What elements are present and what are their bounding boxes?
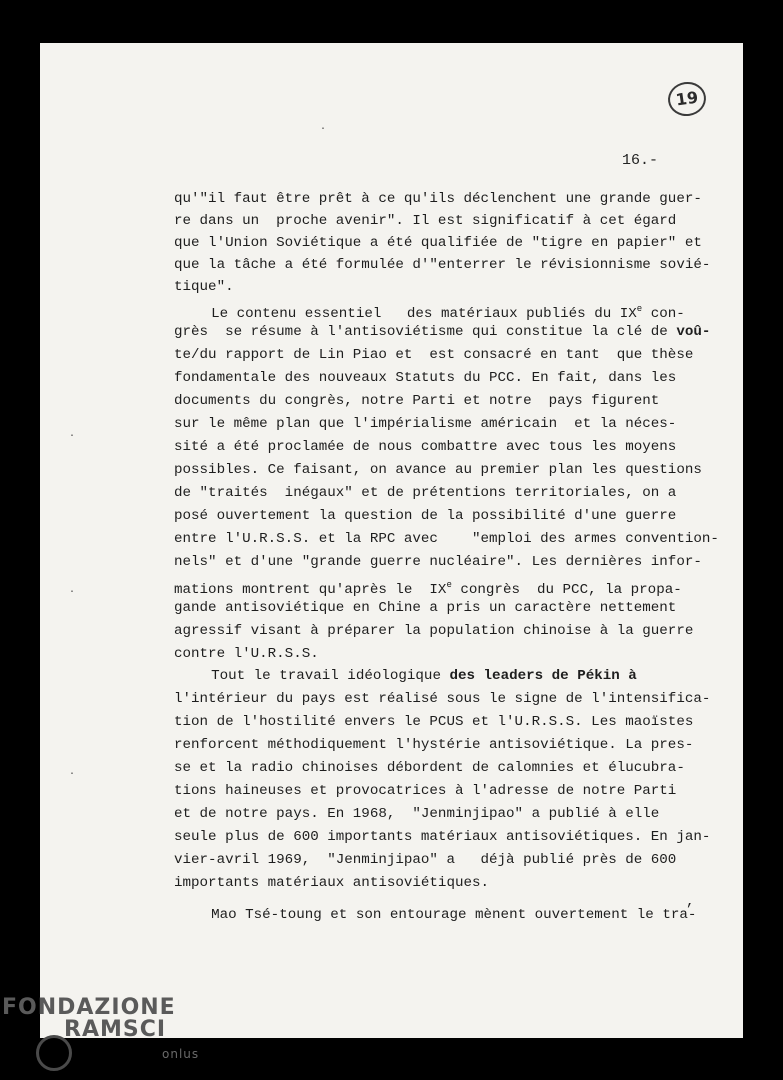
text-line: seule plus de 600 importants matériaux antisoviétiques. En jan- (174, 829, 711, 845)
superscript: e (446, 580, 452, 590)
stray-comma: , (686, 894, 695, 910)
text-line: et de notre pays. En 1968, "Jenminjipao" a publié à elle (174, 806, 660, 822)
text-line: se et la radio chinoises débordent de calomnies et élucubra- (174, 760, 685, 776)
text-line: importants matériaux antisoviétiques. (174, 875, 490, 891)
text-line: entre l'U.R.S.S. et la RPC avec "emploi des armes convention- (174, 531, 719, 547)
text-line: tion de l'hostilité envers le PCUS et l'U.R.S.S. Les maoïstes (174, 714, 694, 730)
text-line: que l'Union Soviétique a été qualifiée de "tigre en papier" et (174, 235, 702, 251)
text-line: nels" et d'une "grande guerre nucléaire". Les dernières infor- (174, 554, 702, 570)
superscript: e (636, 304, 643, 314)
text-line: qu'"il faut être prêt à ce qu'ils déclenchent une grande guer- (174, 191, 702, 207)
margin-mark: · (69, 769, 76, 780)
margin-mark: · (320, 124, 327, 135)
text-line: posé ouvertement la question de la possibilité d'une guerre (174, 508, 677, 524)
page-number: 16.- (622, 152, 659, 169)
text-line: Le contenu essentiel des matériaux publiés du IXe con- (160, 304, 685, 322)
text-line: agressif visant à préparer la population chinoise à la guerre (174, 623, 694, 639)
text-line: tique". (174, 279, 234, 295)
margin-mark: · (69, 431, 76, 442)
text-line: contre l'U.R.S.S. (174, 646, 319, 662)
text-line: sur le même plan que l'impérialisme américain et la néces- (174, 416, 677, 432)
text-line: Tout le travail idéologique des leaders de Pékin à (160, 668, 637, 684)
text-line: de "traités inégaux" et de prétentions territoriales, on a (174, 485, 677, 501)
margin-mark: · (69, 587, 76, 598)
text-line: te/du rapport de Lin Piao et est consacré en tant que thèse (174, 347, 694, 363)
text-line: documents du congrès, notre Parti et notre pays figurent (174, 393, 660, 409)
text-line: mations montrent qu'après le IXe congrès du PCC, la propa- (174, 580, 682, 598)
text-line: re dans un proche avenir". Il est significatif à cet égard (174, 213, 677, 229)
text-line: grès se résume à l'antisoviétisme qui constitue la clé de voû- (174, 324, 711, 340)
text-line: sité a été proclamée de nous combattre avec tous les moyens (174, 439, 677, 455)
text-line: tions haineuses et provocatrices à l'adresse de notre Parti (174, 783, 677, 799)
text-line: Mao Tsé-toung et son entourage mènent ouvertement le tra- (160, 907, 697, 923)
text-line: vier-avril 1969, "Jenminjipao" a déjà publié près de 600 (174, 852, 677, 868)
archive-number-stamp: 19 (666, 80, 708, 119)
text-line: possibles. Ce faisant, on avance au premier plan les questions (174, 462, 702, 478)
text-line: que la tâche a été formulée d'"enterrer le révisionnisme sovié- (174, 257, 711, 273)
text-line: gande antisoviétique en Chine a pris un caractère nettement (174, 600, 677, 616)
text-line: renforcent méthodiquement l'hystérie antisoviétique. La pres- (174, 737, 694, 753)
text-line: l'intérieur du pays est réalisé sous le signe de l'intensifica- (174, 691, 711, 707)
text-line: fondamentale des nouveaux Statuts du PCC. En fait, dans les (174, 370, 677, 386)
